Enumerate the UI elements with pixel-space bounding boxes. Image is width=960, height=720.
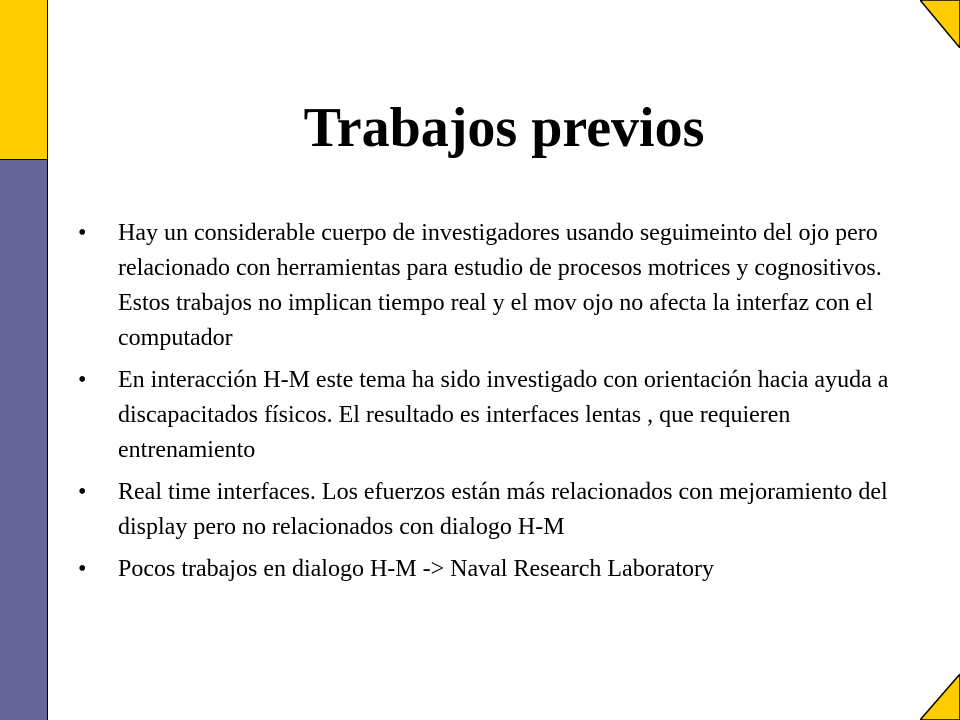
top-right-corner-triangle xyxy=(920,0,960,48)
bullet-item xyxy=(78,475,898,545)
bullet-item xyxy=(78,216,898,356)
bullet-text: Hay un considerable cuerpo de investigadores usando seguimeinto del ojo pero relacionado con herramientas para estudio de procesos motrices y cognositivos. Estos trabajos no implican tiempo real y el mov ojo no afecta la interfaz con el computador xyxy=(118,220,882,351)
bullet-icon: • xyxy=(78,479,87,505)
slide-title: Trabajos previos xyxy=(303,97,705,159)
bullet-text: Real time interfaces. Los efuerzos están más relacionados con mejoramiento del display pero no relacionados con dialogo H-M xyxy=(118,479,888,540)
bullet-icon: • xyxy=(78,220,87,246)
bullet-icon: • xyxy=(78,556,87,582)
bullet-text: En interacción H-M este tema ha sido investigado con orientación hacia ayuda a discapacitados físicos. El resultado es interfaces lentas , que requieren entrenamiento xyxy=(118,367,889,463)
left-accent-bar-blue xyxy=(0,160,48,720)
bullet-item xyxy=(78,552,898,587)
bullet-list xyxy=(78,216,898,594)
bottom-right-corner-triangle xyxy=(920,674,960,720)
bullet-icon: • xyxy=(78,367,87,393)
bullet-item xyxy=(78,363,898,468)
bullet-text: Pocos trabajos en dialogo H-M -> Naval Research Laboratory xyxy=(118,556,715,582)
left-accent-bar-yellow xyxy=(0,0,48,160)
